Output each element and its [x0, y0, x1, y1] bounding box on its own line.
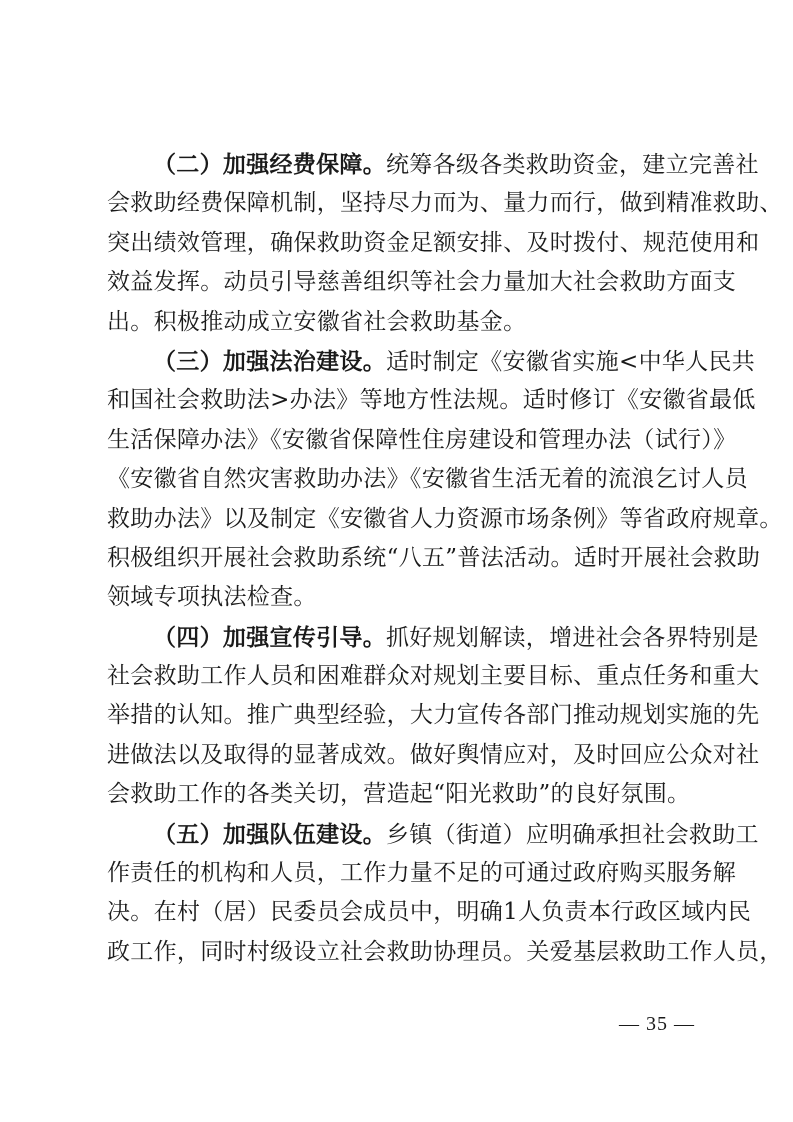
- text-line: 和国社会救助法>办法》等地方性法规。适时修订《安徽省最低: [107, 387, 756, 414]
- text-line: [107, 342, 756, 381]
- line-text: 适时制定《安徽省实施<中华人民共: [386, 348, 756, 375]
- text-line: 社会救助工作人员和困难群众对规划主要目标、重点任务和重大: [107, 663, 760, 690]
- paragraph-publicity: [107, 618, 760, 815]
- text-line: [107, 145, 759, 184]
- text-line: 决。在村（居）民委员会成员中，明确1人负责本行政区域内民: [107, 899, 752, 926]
- text-line: 生活保障办法》《安徽省保障性住房建设和管理办法（试行）》: [107, 426, 737, 453]
- line-text: 抓好规划解读，增进社会各界特别是: [386, 624, 759, 651]
- section-heading: （四）加强宣传引导。: [153, 623, 386, 651]
- text-line: 救助办法》以及制定《安徽省人力资源市场条例》等省政府规章。: [107, 505, 783, 532]
- text-line: 效益发挥。动员引导慈善组织等社会力量加大社会救助方面支: [107, 269, 737, 296]
- text-line: 会救助工作的各类关切，营造起“阳光救助”的良好氛围。: [107, 781, 691, 808]
- text-line: 领域专项执法检查。: [107, 584, 317, 611]
- page-number: — 35 —: [619, 1013, 695, 1035]
- text-line: 突出绩效管理，确保救助资金足额安排、及时拨付、规范使用和: [107, 229, 760, 256]
- body-text: [107, 145, 783, 972]
- text-line: [107, 815, 759, 854]
- section-heading: （三）加强法治建设。: [153, 347, 386, 375]
- paragraph-legal: [107, 342, 783, 618]
- text-line: 会救助经费保障机制，坚持尽力而为、量力而行，做到精准救助、: [107, 190, 783, 217]
- paragraph-funding: [107, 145, 783, 342]
- text-line: [107, 618, 759, 657]
- text-line: 出。积极推动成立安徽省社会救助基金。: [107, 308, 527, 335]
- line-text: 统筹各级各类救助资金，建立完善社: [386, 152, 759, 178]
- text-line: 作责任的机构和人员，工作力量不足的可通过政府购买服务解: [107, 860, 737, 887]
- text-line: 政工作，同时村级设立社会救助协理员。关爱基层救助工作人员，: [107, 938, 783, 965]
- line-text: 乡镇（街道）应明确承担社会救助工: [386, 821, 759, 848]
- section-heading: （五）加强队伍建设。: [153, 820, 386, 848]
- text-line: 进做法以及取得的显著成效。做好舆情应对，及时回应公众对社: [107, 741, 760, 768]
- text-line: 积极组织开展社会救助系统“八五”普法活动。适时开展社会救助: [107, 544, 761, 571]
- text-line: 举措的认知。推广典型经验，大力宣传各部门推动规划实施的先: [107, 702, 760, 729]
- text-line: 《安徽省自然灾害救助办法》《安徽省生活无着的流浪乞讨人员: [107, 466, 748, 493]
- paragraph-staffing: [107, 815, 783, 973]
- section-heading: （二）加强经费保障。: [153, 151, 386, 178]
